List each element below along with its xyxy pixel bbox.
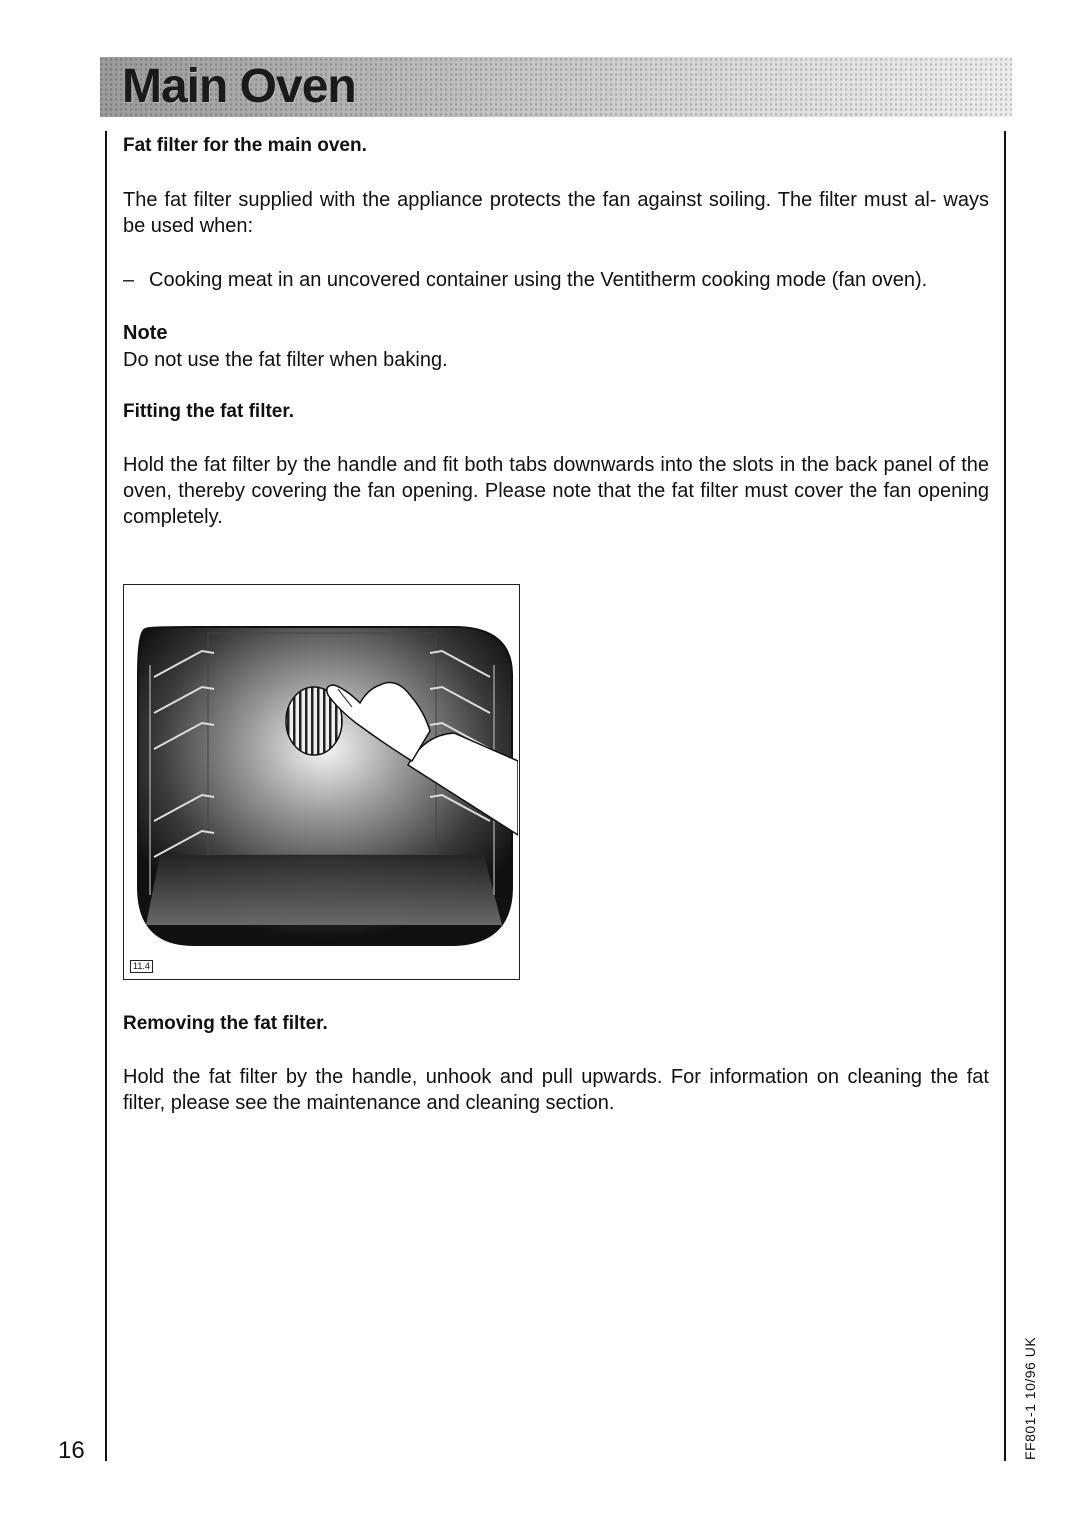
- note-heading: Note: [123, 322, 168, 344]
- section-heading-fat-filter: Fat filter for the main oven.: [123, 135, 367, 156]
- section-heading-removing: Removing the fat filter.: [123, 1013, 328, 1034]
- oven-fat-filter-drawing: [124, 585, 518, 978]
- page-number: 16: [58, 1437, 85, 1464]
- page-title: Main Oven: [122, 60, 356, 113]
- right-margin-rule: [1004, 131, 1006, 1461]
- removing-content: [123, 1011, 989, 1116]
- header-band: [100, 57, 1012, 117]
- document-code: FF801-1 10/96 UK: [1022, 1336, 1038, 1460]
- fitting-text: Hold the fat filter by the handle and fit both tabs downwards into the slots in the back panel of the oven, thereby covering the fan opening. Please note that the fat filter must cover the fan opening completely.: [123, 454, 989, 528]
- list-item: [123, 267, 989, 293]
- left-margin-rule: [105, 131, 107, 1461]
- oven-illustration: [123, 584, 520, 980]
- fat-filter-intro: The fat filter supplied with the appliance protects the fan against soiling. The filter must al- ways be used when:: [123, 189, 989, 237]
- removing-text: Hold the fat filter by the handle, unhook and pull upwards. For information on cleaning the fat filter, please see the maintenance and cleaning section.: [123, 1066, 989, 1114]
- figure-tag: 11.4: [130, 960, 153, 973]
- note-text: Do not use the fat filter when baking.: [123, 349, 448, 371]
- bullet-text: Cooking meat in an uncovered container using the Ventitherm cooking mode (fan oven).: [149, 269, 928, 291]
- main-content: [123, 132, 989, 530]
- section-heading-fitting: Fitting the fat filter.: [123, 401, 294, 422]
- bullet-dash: –: [123, 269, 135, 291]
